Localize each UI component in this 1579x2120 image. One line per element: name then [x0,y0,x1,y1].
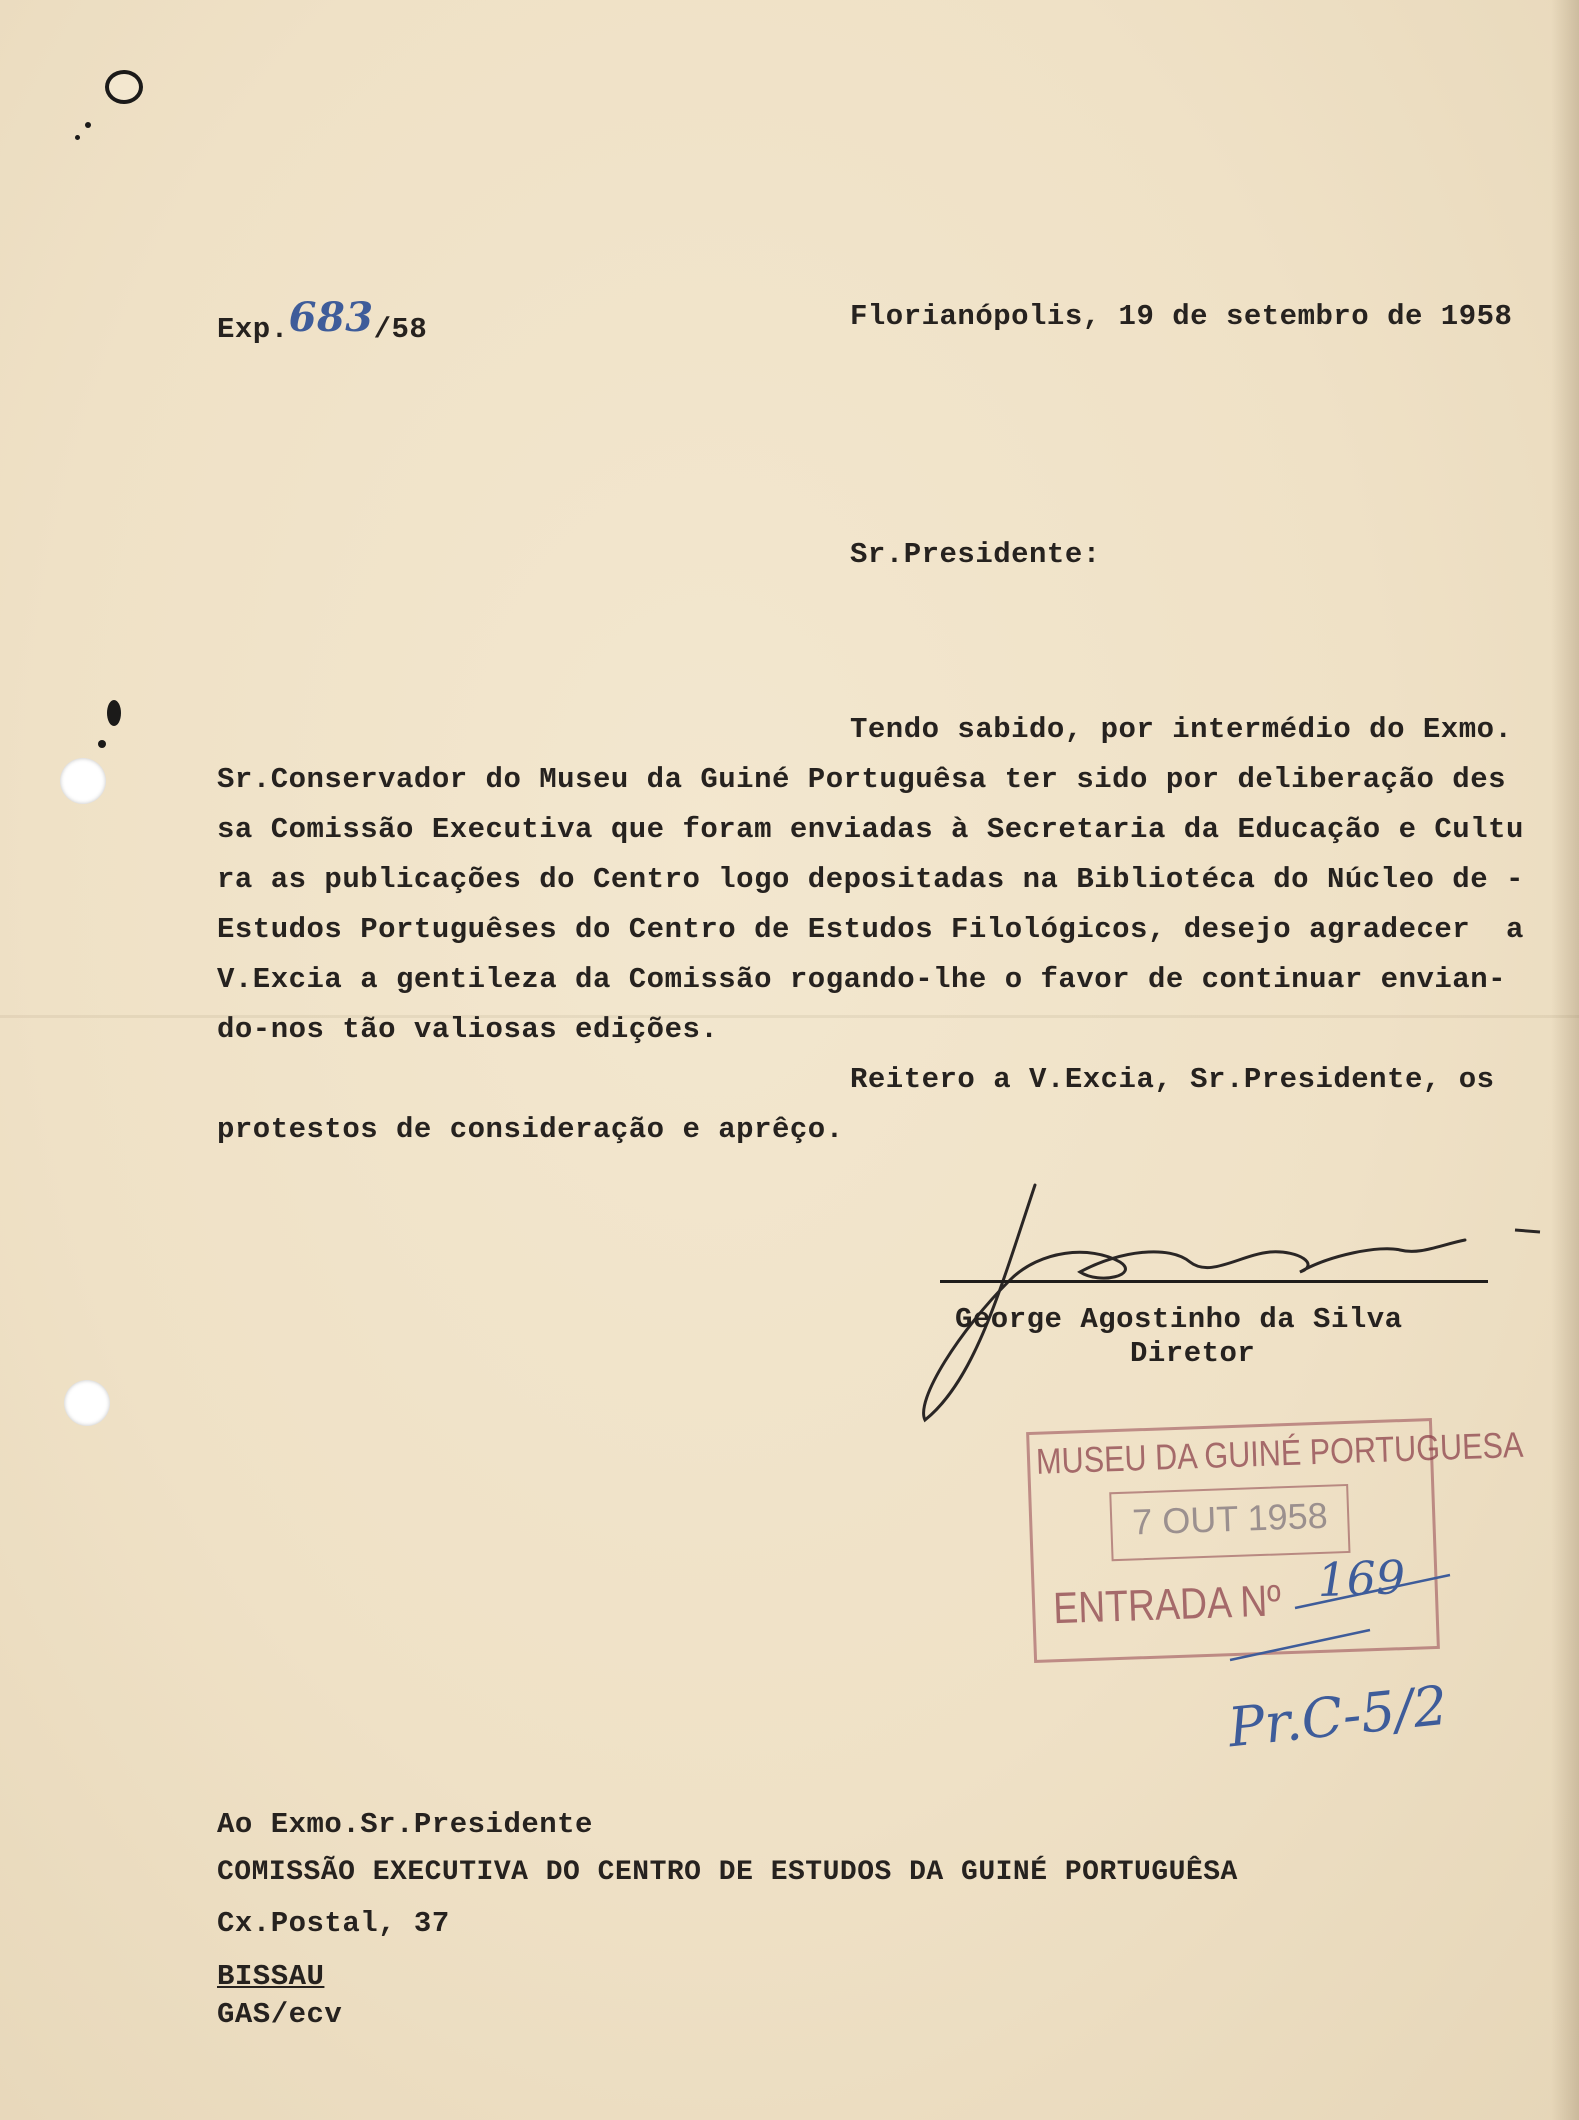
body-line: Tendo sabido, por intermédio do Exmo. [850,713,1513,746]
body-line: Estudos Portuguêses do Centro de Estudos Filológicos, desejo agradecer a [217,913,1524,946]
stamp-organization: MUSEU DA GUINÉ PORTUGUESA [1035,1423,1524,1482]
addressee-city: BISSAU [217,1960,325,1993]
closing-line: Reitero a V.Excia, Sr.Presidente, os [850,1063,1495,1096]
typist-initials: GAS/ecv [217,1998,343,2031]
body-line: Sr.Conservador do Museu da Guiné Portuguêsa ter sido por deliberação des [217,763,1507,796]
body-line: sa Comissão Executiva que foram enviadas à Secretaria da Educação e Cultu [217,813,1524,846]
stamp-entry-number: 169 [1316,1550,1407,1608]
addressee-postal-box: Cx.Postal, 37 [217,1907,450,1940]
handwritten-annotation: Pr.C-5/2 [1225,1673,1451,1760]
place-and-date: Florianópolis, 19 de setembro de 1958 [850,300,1513,333]
body-line: V.Excia a gentileza da Comissão rogando-lhe o favor de continuar envian- [217,963,1507,996]
body-line: ra as publicações do Centro logo depositadas na Bibliotéca do Núcleo de - [217,863,1524,896]
body-line: do-nos tão valiosas edições. [217,1013,719,1046]
closing-line: protestos de consideração e aprêço. [217,1113,844,1146]
addressee-line: Ao Exmo.Sr.Presidente [217,1808,593,1841]
stamp-entry-label: ENTRADA Nº [1052,1576,1282,1634]
addressee-organization: COMISSÃO EXECUTIVA DO CENTRO DE ESTUDOS DA GUINÉ PORTUGUÊSA [217,1857,1238,1888]
reference-prefix: Exp. [217,313,289,346]
salutation: Sr.Presidente: [850,538,1101,571]
reference-suffix: /58 [373,313,428,346]
reference-handwritten-number: 683 [288,294,374,341]
signatory-title: Diretor [1130,1337,1256,1370]
stamp-date: 7 OUT 1958 [1131,1494,1329,1543]
signatory-name: George Agostinho da Silva [955,1303,1403,1336]
